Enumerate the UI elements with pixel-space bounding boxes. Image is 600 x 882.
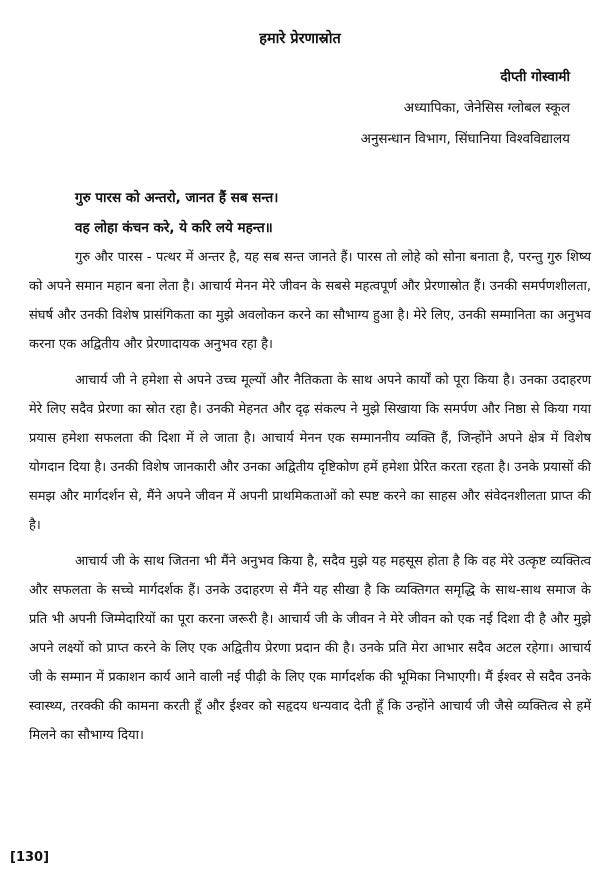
page-title: हमारे प्रेरणास्रोत [259,31,341,47]
couplet [75,183,278,243]
body-text [29,243,591,757]
paragraph: आचार्य जी के साथ जितना भी मैंने अनुभव किया है, सदैव मुझे यह महसूस होता है कि वह मेरे उत्कृष्ट व्यक्तित्व और सफलता के सच्चे मार्गदर्शक हैं। उनके उदाहरण से मैंने यह सीखा है कि व्यक्तिगत समृद्धि के साथ-साथ समाज के प्रति भी अपनी जिम्मेदारियों का पूरा करना जरूरी है। आचार्य जी के जीवन ने मेरे जीवन को एक नई दिशा दी है और मुझे अपने लक्ष्यों को प्राप्त करने के लिए एक अद्वितीय प्रेरणा प्रदान की है। उनके प्रति मेरा आभार सदैव अटल रहेगा। आचार्य जी के सम्मान में प्रकाशन कार्य आने वाली नई पीढ़ी के लिए एक मार्गदर्शक की भूमिका निभाएगी। मैं ईश्वर से सदैव उनके स्वास्थ्य, तरक्की की कामना करती हूँ और ईश्वर को सहृदय धन्यवाद देती हूँ कि उन्होंने आचार्य जी जैसे व्यक्तित्व से हमें मिलने का सौभाग्य दिया। [29,554,591,743]
author-block [361,62,570,155]
author-position: अध्यापिका, जेनेसिस ग्लोबल स्कूल [403,100,570,116]
paragraph: आचार्य जी ने हमेशा से अपने उच्च मूल्यों और नैतिकता के साथ अपने कार्यों को पूरा किया है। उनका उदाहरण मेरे लिए सदैव प्रेरणा का स्रोत रहा है। उनकी मेहनत और दृढ़ संकल्प ने मुझे सिखाया कि समर्पण और निष्ठा से किया गया प्रयास हमेशा सफलता की दिशा में ले जाता है। आचार्य मेनन एक सम्माननीय व्यक्ति हैं, जिन्होंने अपने क्षेत्र में विशेष योगदान दिया है। उनकी विशेष जानकारी और उनका अद्वितीय दृष्टिकोण हमें हमेशा प्रेरित करता रहता है। उनके प्रयासों की समझ और मार्गदर्शन से, मैंने अपने जीवन में अपनी प्राथमिकताओं को स्पष्ट करने का साहस और संवेदनशीलता प्राप्त की है। [29,373,591,533]
couplet-line: वह लोहा कंचन करे, ये करि लये महन्त॥ [75,220,273,236]
couplet-line: गुरु पारस को अन्तरो, जानत हैं सब सन्त। [75,190,279,206]
author-department: अनुसन्धान विभाग, सिंघानिया विश्वविद्यालय [360,131,570,147]
author-name: दीप्ती गोस्वामी [500,69,570,85]
paragraph: गुरु और पारस - पत्थर में अन्तर है, यह सब सन्त जानते हैं। पारस तो लोहे को सोना बनाता है, परन्तु गुरु शिष्य को अपने समान महान बना लेता है। आचार्य मेनन मेरे जीवन के सबसे महत्वपूर्ण और प्रेरणास्रोत हैं। उनकी समर्पणशीलता, संघर्ष और उनकी विशेष प्रासंगिकता का मुझे अवलोकन करने का सौभाग्य हुआ है। मेरे लिए, उनकी सम्मानिता का अनुभव करना एक अद्वितीय और प्रेरणादायक अनुभव रहा है। [29,250,591,352]
page-number: [130] [10,850,50,865]
